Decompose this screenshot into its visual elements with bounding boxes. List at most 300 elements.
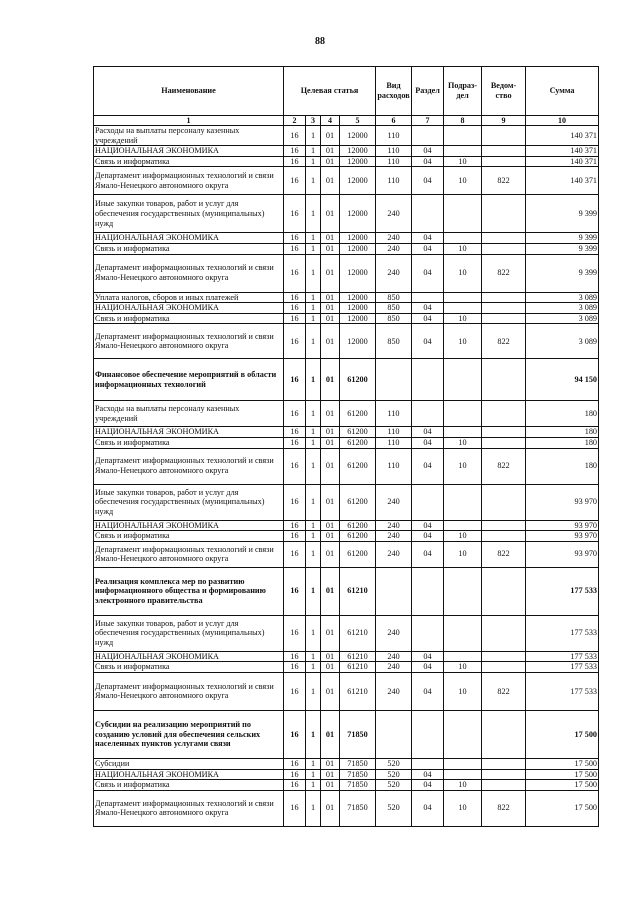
row-name: Департамент информационных технологий и связи Ямало-Ненецкого автономного округа: [94, 448, 284, 484]
table-row: [94, 567, 599, 615]
section-cell: [412, 484, 444, 520]
amount-cell: 140 371: [526, 126, 599, 146]
target-code-3: 01: [321, 254, 340, 292]
target-code-4: 71850: [340, 710, 376, 758]
expense-type-cell: 240: [376, 243, 412, 254]
section-cell: 04: [412, 672, 444, 710]
target-code-3: 01: [321, 520, 340, 531]
section-cell: [412, 126, 444, 146]
header-target: Целевая статья: [284, 67, 376, 116]
amount-cell: 9 399: [526, 243, 599, 254]
department-cell: 822: [482, 541, 526, 567]
target-code-2: 1: [306, 780, 321, 791]
amount-cell: 3 089: [526, 324, 599, 359]
subsection-cell: 10: [444, 437, 482, 448]
target-code-3: 01: [321, 156, 340, 167]
target-code-3: 01: [321, 790, 340, 826]
expense-type-cell: 110: [376, 167, 412, 195]
amount-cell: 9 399: [526, 233, 599, 244]
target-code-3: 01: [321, 401, 340, 427]
amount-cell: 180: [526, 401, 599, 427]
expense-type-cell: 850: [376, 313, 412, 324]
target-code-2: 1: [306, 710, 321, 758]
expense-type-cell: 850: [376, 303, 412, 314]
column-number: 6: [376, 116, 412, 126]
target-code-3: 01: [321, 448, 340, 484]
department-cell: [482, 615, 526, 651]
department-cell: 822: [482, 672, 526, 710]
amount-cell: 180: [526, 448, 599, 484]
amount-cell: 180: [526, 427, 599, 438]
table-row: [94, 672, 599, 710]
expense-type-cell: 110: [376, 427, 412, 438]
target-code-2: 1: [306, 651, 321, 662]
department-cell: 822: [482, 254, 526, 292]
amount-cell: 140 371: [526, 167, 599, 195]
table-row: [94, 292, 599, 303]
expense-type-cell: 240: [376, 484, 412, 520]
department-cell: 822: [482, 324, 526, 359]
target-code-1: 16: [284, 254, 306, 292]
section-cell: [412, 567, 444, 615]
amount-cell: 177 533: [526, 567, 599, 615]
subsection-cell: [444, 769, 482, 780]
section-cell: 04: [412, 167, 444, 195]
target-code-3: 01: [321, 195, 340, 233]
section-cell: [412, 359, 444, 401]
target-code-1: 16: [284, 484, 306, 520]
table-row: [94, 758, 599, 769]
expense-type-cell: 520: [376, 769, 412, 780]
target-code-4: 71850: [340, 758, 376, 769]
expense-type-cell: 240: [376, 651, 412, 662]
table-row: [94, 126, 599, 146]
subsection-cell: [444, 484, 482, 520]
target-code-1: 16: [284, 437, 306, 448]
table-row: [94, 401, 599, 427]
target-code-1: 16: [284, 541, 306, 567]
department-cell: [482, 780, 526, 791]
target-code-3: 01: [321, 662, 340, 673]
target-code-4: 12000: [340, 243, 376, 254]
expense-type-cell: 240: [376, 233, 412, 244]
target-code-2: 1: [306, 567, 321, 615]
department-cell: [482, 427, 526, 438]
target-code-3: 01: [321, 167, 340, 195]
section-cell: 04: [412, 769, 444, 780]
target-code-1: 16: [284, 651, 306, 662]
row-name: Связь и информатика: [94, 531, 284, 542]
target-code-2: 1: [306, 359, 321, 401]
target-code-3: 01: [321, 769, 340, 780]
table-row: [94, 324, 599, 359]
subsection-cell: [444, 758, 482, 769]
target-code-1: 16: [284, 324, 306, 359]
target-code-3: 01: [321, 126, 340, 146]
target-code-1: 16: [284, 758, 306, 769]
subsection-cell: 10: [444, 156, 482, 167]
target-code-4: 61200: [340, 427, 376, 438]
row-name: Субсидии: [94, 758, 284, 769]
amount-cell: 177 533: [526, 672, 599, 710]
table-row: [94, 156, 599, 167]
target-code-1: 16: [284, 146, 306, 157]
expense-type-cell: [376, 359, 412, 401]
amount-cell: 3 089: [526, 303, 599, 314]
section-cell: 04: [412, 520, 444, 531]
target-code-4: 61210: [340, 672, 376, 710]
row-name: Иные закупки товаров, работ и услуг для обеспечения государственных (муниципальных) нужд: [94, 195, 284, 233]
department-cell: [482, 401, 526, 427]
expense-type-cell: 520: [376, 780, 412, 791]
subsection-cell: 10: [444, 672, 482, 710]
section-cell: 04: [412, 313, 444, 324]
section-cell: 04: [412, 254, 444, 292]
amount-cell: 177 533: [526, 662, 599, 673]
target-code-3: 01: [321, 313, 340, 324]
section-cell: 04: [412, 156, 444, 167]
section-cell: [412, 195, 444, 233]
department-cell: 822: [482, 167, 526, 195]
row-name: Уплата налогов, сборов и иных платежей: [94, 292, 284, 303]
header-expense-type: Вид расходов: [376, 67, 412, 116]
target-code-1: 16: [284, 233, 306, 244]
department-cell: [482, 126, 526, 146]
target-code-4: 61200: [340, 448, 376, 484]
table-row: [94, 437, 599, 448]
expense-type-cell: 240: [376, 520, 412, 531]
target-code-2: 1: [306, 790, 321, 826]
amount-cell: 17 500: [526, 780, 599, 791]
target-code-2: 1: [306, 672, 321, 710]
target-code-1: 16: [284, 303, 306, 314]
target-code-2: 1: [306, 233, 321, 244]
table-row: [94, 195, 599, 233]
target-code-4: 12000: [340, 146, 376, 157]
amount-cell: 177 533: [526, 615, 599, 651]
target-code-3: 01: [321, 758, 340, 769]
department-cell: [482, 651, 526, 662]
expense-type-cell: 240: [376, 195, 412, 233]
expense-type-cell: 110: [376, 126, 412, 146]
department-cell: [482, 303, 526, 314]
target-code-4: 61200: [340, 520, 376, 531]
row-name: Связь и информатика: [94, 662, 284, 673]
expense-type-cell: 520: [376, 790, 412, 826]
row-name: Расходы на выплаты персоналу казенных учреждений: [94, 401, 284, 427]
subsection-cell: [444, 303, 482, 314]
target-code-2: 1: [306, 437, 321, 448]
target-code-3: 01: [321, 324, 340, 359]
target-code-2: 1: [306, 531, 321, 542]
column-number: 1: [94, 116, 284, 126]
target-code-2: 1: [306, 195, 321, 233]
amount-cell: 93 970: [526, 541, 599, 567]
target-code-2: 1: [306, 541, 321, 567]
subsection-cell: [444, 401, 482, 427]
row-name: НАЦИОНАЛЬНАЯ ЭКОНОМИКА: [94, 303, 284, 314]
department-cell: 822: [482, 790, 526, 826]
target-code-1: 16: [284, 790, 306, 826]
row-name: НАЦИОНАЛЬНАЯ ЭКОНОМИКА: [94, 233, 284, 244]
subsection-cell: [444, 651, 482, 662]
target-code-4: 61200: [340, 401, 376, 427]
section-cell: 04: [412, 651, 444, 662]
section-cell: [412, 615, 444, 651]
target-code-4: 12000: [340, 233, 376, 244]
section-cell: 04: [412, 324, 444, 359]
amount-cell: 3 089: [526, 292, 599, 303]
target-code-1: 16: [284, 769, 306, 780]
target-code-4: 71850: [340, 790, 376, 826]
subsection-cell: 10: [444, 662, 482, 673]
table-row: [94, 780, 599, 791]
table-row: [94, 233, 599, 244]
header-section: Раздел: [412, 67, 444, 116]
section-cell: 04: [412, 662, 444, 673]
column-number: 8: [444, 116, 482, 126]
row-name: Связь и информатика: [94, 437, 284, 448]
target-code-4: 61210: [340, 651, 376, 662]
target-code-2: 1: [306, 401, 321, 427]
section-cell: 04: [412, 531, 444, 542]
amount-cell: 3 089: [526, 313, 599, 324]
amount-cell: 17 500: [526, 769, 599, 780]
target-code-1: 16: [284, 195, 306, 233]
target-code-1: 16: [284, 672, 306, 710]
target-code-3: 01: [321, 541, 340, 567]
target-code-4: 12000: [340, 324, 376, 359]
target-code-3: 01: [321, 427, 340, 438]
column-number: 2: [284, 116, 306, 126]
row-name: НАЦИОНАЛЬНАЯ ЭКОНОМИКА: [94, 520, 284, 531]
department-cell: [482, 484, 526, 520]
header-department: Ведом-ство: [482, 67, 526, 116]
header-name: Наименование: [94, 67, 284, 116]
row-name: Связь и информатика: [94, 156, 284, 167]
subsection-cell: 10: [444, 254, 482, 292]
column-number: 5: [340, 116, 376, 126]
expense-type-cell: 240: [376, 615, 412, 651]
subsection-cell: 10: [444, 780, 482, 791]
table-row: [94, 313, 599, 324]
subsection-cell: 10: [444, 324, 482, 359]
expense-type-cell: 240: [376, 254, 412, 292]
target-code-1: 16: [284, 710, 306, 758]
section-cell: 04: [412, 233, 444, 244]
target-code-2: 1: [306, 769, 321, 780]
subsection-cell: 10: [444, 313, 482, 324]
target-code-3: 01: [321, 359, 340, 401]
target-code-4: 12000: [340, 313, 376, 324]
amount-cell: 177 533: [526, 651, 599, 662]
section-cell: 04: [412, 790, 444, 826]
table-row: [94, 531, 599, 542]
target-code-2: 1: [306, 303, 321, 314]
amount-cell: 140 371: [526, 156, 599, 167]
expense-type-cell: [376, 567, 412, 615]
target-code-4: 61200: [340, 437, 376, 448]
expense-type-cell: [376, 710, 412, 758]
department-cell: [482, 769, 526, 780]
target-code-2: 1: [306, 448, 321, 484]
department-cell: [482, 520, 526, 531]
subsection-cell: [444, 427, 482, 438]
target-code-1: 16: [284, 359, 306, 401]
expense-type-cell: 110: [376, 448, 412, 484]
expense-type-cell: 110: [376, 146, 412, 157]
amount-cell: 17 500: [526, 710, 599, 758]
subsection-cell: [444, 292, 482, 303]
table-row: [94, 167, 599, 195]
header-amount: Сумма: [526, 67, 599, 116]
row-name: Иные закупки товаров, работ и услуг для обеспечения государственных (муниципальных) нужд: [94, 615, 284, 651]
target-code-2: 1: [306, 126, 321, 146]
department-cell: [482, 567, 526, 615]
subsection-cell: [444, 710, 482, 758]
expense-type-cell: 110: [376, 437, 412, 448]
amount-cell: 93 970: [526, 520, 599, 531]
header-subsection: Подраз-дел: [444, 67, 482, 116]
target-code-4: 61210: [340, 567, 376, 615]
table-row: [94, 541, 599, 567]
target-code-3: 01: [321, 780, 340, 791]
row-name: Департамент информационных технологий и связи Ямало-Ненецкого автономного округа: [94, 254, 284, 292]
table-row: [94, 769, 599, 780]
target-code-3: 01: [321, 567, 340, 615]
target-code-3: 01: [321, 303, 340, 314]
target-code-1: 16: [284, 448, 306, 484]
target-code-1: 16: [284, 401, 306, 427]
department-cell: [482, 233, 526, 244]
target-code-1: 16: [284, 780, 306, 791]
table-row: [94, 615, 599, 651]
subsection-cell: [444, 359, 482, 401]
expense-type-cell: 110: [376, 156, 412, 167]
target-code-2: 1: [306, 313, 321, 324]
target-code-2: 1: [306, 243, 321, 254]
table-row: [94, 651, 599, 662]
table-row: [94, 710, 599, 758]
target-code-3: 01: [321, 243, 340, 254]
column-number: 9: [482, 116, 526, 126]
target-code-3: 01: [321, 615, 340, 651]
target-code-4: 12000: [340, 126, 376, 146]
subsection-cell: [444, 195, 482, 233]
section-cell: 04: [412, 541, 444, 567]
subsection-cell: 10: [444, 243, 482, 254]
row-name: Связь и информатика: [94, 313, 284, 324]
target-code-2: 1: [306, 758, 321, 769]
target-code-1: 16: [284, 567, 306, 615]
target-code-4: 12000: [340, 303, 376, 314]
target-code-4: 61200: [340, 484, 376, 520]
column-number: 10: [526, 116, 599, 126]
section-cell: [412, 758, 444, 769]
table-row: [94, 243, 599, 254]
expense-type-cell: 850: [376, 292, 412, 303]
target-code-1: 16: [284, 427, 306, 438]
table-row: [94, 303, 599, 314]
row-name: Расходы на выплаты персоналу казенных учреждений: [94, 126, 284, 146]
target-code-4: 71850: [340, 769, 376, 780]
target-code-3: 01: [321, 146, 340, 157]
column-number: 7: [412, 116, 444, 126]
target-code-2: 1: [306, 146, 321, 157]
table-row: [94, 359, 599, 401]
subsection-cell: [444, 615, 482, 651]
amount-cell: 94 150: [526, 359, 599, 401]
row-name: Департамент информационных технологий и связи Ямало-Ненецкого автономного округа: [94, 672, 284, 710]
department-cell: [482, 146, 526, 157]
section-cell: 04: [412, 448, 444, 484]
expense-type-cell: 520: [376, 758, 412, 769]
target-code-3: 01: [321, 531, 340, 542]
target-code-4: 61200: [340, 359, 376, 401]
target-code-2: 1: [306, 615, 321, 651]
department-cell: [482, 437, 526, 448]
header-row: [94, 67, 599, 116]
target-code-1: 16: [284, 531, 306, 542]
row-name: Связь и информатика: [94, 243, 284, 254]
column-number-row: [94, 116, 599, 126]
department-cell: 822: [482, 448, 526, 484]
target-code-1: 16: [284, 156, 306, 167]
target-code-4: 12000: [340, 292, 376, 303]
section-cell: 04: [412, 780, 444, 791]
table-row: [94, 146, 599, 157]
target-code-2: 1: [306, 292, 321, 303]
department-cell: [482, 359, 526, 401]
target-code-3: 01: [321, 710, 340, 758]
subsection-cell: 10: [444, 531, 482, 542]
expense-type-cell: 850: [376, 324, 412, 359]
target-code-1: 16: [284, 313, 306, 324]
department-cell: [482, 156, 526, 167]
target-code-1: 16: [284, 520, 306, 531]
target-code-4: 12000: [340, 254, 376, 292]
table-row: [94, 254, 599, 292]
row-name: НАЦИОНАЛЬНАЯ ЭКОНОМИКА: [94, 769, 284, 780]
target-code-4: 71850: [340, 780, 376, 791]
row-name: Департамент информационных технологий и связи Ямало-Ненецкого автономного округа: [94, 324, 284, 359]
amount-cell: 9 399: [526, 195, 599, 233]
row-name: НАЦИОНАЛЬНАЯ ЭКОНОМИКА: [94, 427, 284, 438]
target-code-1: 16: [284, 615, 306, 651]
target-code-2: 1: [306, 427, 321, 438]
subsection-cell: 10: [444, 167, 482, 195]
target-code-3: 01: [321, 233, 340, 244]
page-number: 88: [315, 36, 325, 47]
column-number: 3: [306, 116, 321, 126]
subsection-cell: [444, 233, 482, 244]
row-name: Иные закупки товаров, работ и услуг для обеспечения государственных (муниципальных) нужд: [94, 484, 284, 520]
subsection-cell: [444, 520, 482, 531]
target-code-1: 16: [284, 292, 306, 303]
target-code-2: 1: [306, 167, 321, 195]
target-code-4: 61200: [340, 531, 376, 542]
expense-type-cell: 240: [376, 531, 412, 542]
target-code-2: 1: [306, 520, 321, 531]
target-code-4: 61210: [340, 662, 376, 673]
row-name: НАЦИОНАЛЬНАЯ ЭКОНОМИКА: [94, 651, 284, 662]
section-cell: 04: [412, 427, 444, 438]
table-row: [94, 520, 599, 531]
row-name: Реализация комплекса мер по развитию информационного общества и формированию электронного правительства: [94, 567, 284, 615]
row-name: Департамент информационных технологий и связи Ямало-Ненецкого автономного округа: [94, 790, 284, 826]
row-name: Департамент информационных технологий и связи Ямало-Ненецкого автономного округа: [94, 541, 284, 567]
expense-type-cell: 240: [376, 662, 412, 673]
